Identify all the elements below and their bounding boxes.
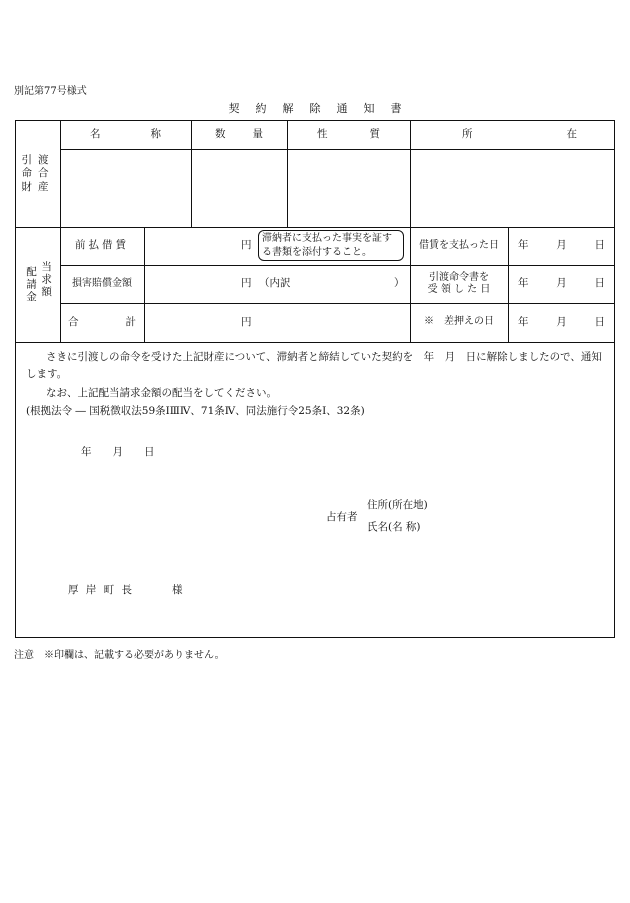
seizure-month: 月 — [556, 315, 567, 328]
damages-unit: 円 — [241, 277, 252, 290]
property-row-label-line1: 引渡 — [21, 154, 55, 167]
total-label-char2: 計 — [125, 315, 136, 328]
occupant-name-label[interactable]: 氏名(名 称) — [367, 521, 421, 533]
transfer-order-label-line2: 受 領 し た 日 — [427, 284, 491, 295]
notice-date-line[interactable]: 年 月 日 — [81, 446, 155, 458]
transfer-order-label-line1: 引渡命令書を — [429, 271, 489, 283]
header-location-char1: 所 — [462, 128, 473, 141]
transfer-order-month: 月 — [556, 277, 567, 290]
total-unit: 円 — [241, 315, 252, 328]
property-row-label-line2: 命合 — [21, 167, 55, 180]
header-quantity-char1: 数 — [215, 128, 226, 141]
rent-paid-date-field[interactable] — [508, 227, 615, 265]
header-quantity — [191, 121, 287, 149]
damages-field[interactable] — [144, 265, 410, 303]
seizure-date-field[interactable] — [508, 303, 615, 342]
transfer-order-received-label — [410, 265, 508, 303]
addressee-honorific: 様 — [172, 584, 183, 596]
transfer-order-year: 年 — [518, 277, 529, 290]
header-name — [60, 121, 191, 149]
rent-paid-day: 日 — [594, 239, 605, 252]
damages-label: 損害賠償金額 — [72, 277, 132, 289]
occupant-address-label[interactable]: 住所(所在地) — [367, 499, 428, 511]
property-location-field[interactable] — [410, 149, 615, 227]
rent-paid-year: 年 — [518, 239, 529, 252]
attachment-callout: 滞納者に支払った事実を証する書類を添付すること。 — [258, 230, 404, 261]
property-quantity-field[interactable] — [191, 149, 287, 227]
seizure-year: 年 — [518, 315, 529, 328]
transfer-order-day: 日 — [594, 277, 605, 290]
document-title: 契約解除通知書 — [228, 102, 418, 115]
transfer-order-date-field[interactable] — [508, 265, 615, 303]
header-nature — [287, 121, 410, 149]
property-row-label-line3: 財産 — [21, 180, 55, 193]
header-location — [410, 121, 615, 149]
property-name-field[interactable] — [60, 149, 191, 227]
prepaid-rent-unit: 円 — [241, 239, 252, 252]
property-nature-field[interactable] — [287, 149, 410, 227]
rent-paid-date-label: 借賃を支払った日 — [419, 239, 499, 251]
property-row-label — [16, 121, 60, 227]
total-field[interactable] — [144, 303, 410, 342]
notice-paragraph-1: さきに引渡しの命令を受けた上記財産について、滞納者と締結していた契約を 年 月 日に解除しましたので、通知します。 — [26, 351, 602, 380]
addressee: 厚 岸 町 長 — [68, 584, 135, 596]
header-quantity-char2: 量 — [252, 128, 263, 141]
header-nature-char1: 性 — [317, 128, 328, 141]
header-name-char2: 称 — [150, 128, 161, 141]
distribution-row-label-col2: 当求額 — [40, 260, 53, 299]
form-number: 別記第77号様式 — [14, 86, 87, 97]
occupant-label: 占有者 — [326, 511, 358, 523]
total-label-char1: 合 — [68, 315, 79, 328]
damages-breakdown-close: ） — [394, 277, 405, 290]
legal-basis: (根拠法令 ― 国税徴収法59条ⅠⅢⅣ、71条Ⅳ、同法施行令25条Ⅰ、32条) — [26, 405, 365, 417]
total-label — [60, 303, 144, 342]
header-name-char1: 名 — [90, 128, 101, 141]
prepaid-rent-label: 前払借賃 — [75, 239, 129, 252]
seizure-day: 日 — [594, 315, 605, 328]
distribution-row-label — [16, 227, 60, 342]
distribution-row-label-col1: 配請金 — [25, 265, 37, 304]
seizure-date-label: ※ 差押えの日 — [424, 316, 494, 328]
footer-note: 注意 ※印欄は、記載する必要がありません。 — [14, 650, 225, 661]
damages-breakdown-open: （内訳 — [259, 277, 291, 290]
rent-paid-month: 月 — [556, 239, 567, 252]
form-frame — [15, 120, 615, 638]
notice-paragraph-2: なお、上記配当請求金額の配当をしてください。 — [46, 387, 277, 399]
header-nature-char2: 質 — [369, 128, 380, 141]
header-location-char2: 在 — [566, 128, 577, 141]
